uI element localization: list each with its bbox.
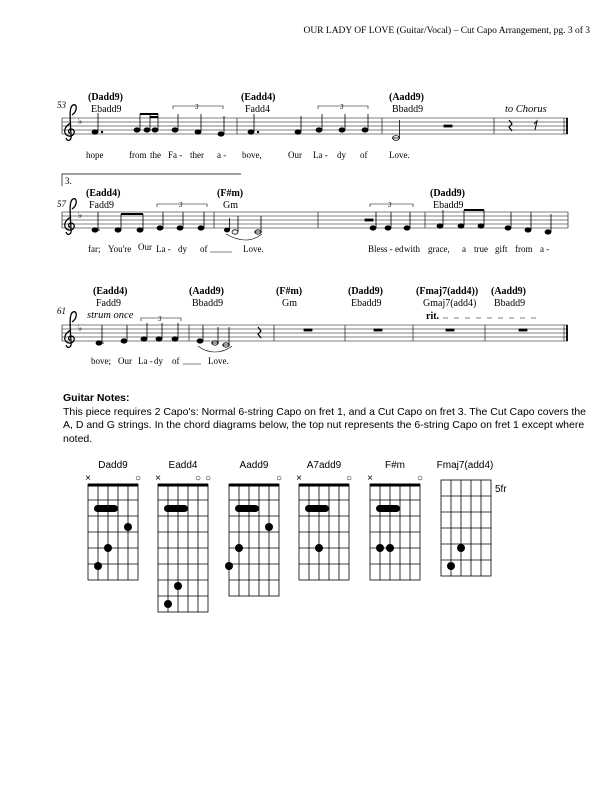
system-2 bbox=[57, 188, 568, 254]
chord-diagrams bbox=[85, 460, 507, 612]
tuplet-brackets bbox=[157, 204, 413, 207]
lyric: far; bbox=[88, 244, 101, 254]
chord-diagram-dadd9 bbox=[85, 460, 141, 580]
chord-shape-label: Bbadd9 bbox=[392, 104, 424, 115]
lyric: Love. bbox=[389, 150, 410, 160]
chord-diagram-fsharp-m bbox=[367, 460, 423, 580]
chord-capo-label: (Aadd9) bbox=[389, 92, 425, 103]
flat-key-signature: ♭ bbox=[78, 323, 83, 333]
measure-number: 57 bbox=[57, 199, 66, 209]
chord-capo-label: (Dadd9) bbox=[88, 92, 124, 103]
tuplet-number: 3 bbox=[388, 201, 392, 209]
lyric: Our bbox=[138, 242, 152, 252]
ritardando-marking: rit. bbox=[426, 311, 440, 322]
chord-capo-label: (Aadd9) bbox=[491, 286, 527, 297]
guitar-notes bbox=[63, 392, 593, 446]
notes bbox=[92, 113, 537, 140]
lyric: Fa - bbox=[168, 150, 183, 160]
tuplet-number: 3 bbox=[195, 103, 199, 111]
chord-diagram-title: Dadd9 bbox=[98, 460, 128, 471]
lyric: of bbox=[360, 150, 368, 160]
chord-diagram-eadd4 bbox=[155, 460, 211, 612]
lyric: dy bbox=[178, 244, 187, 254]
string-marker: × bbox=[85, 473, 91, 484]
treble-clef bbox=[65, 105, 77, 141]
ending-label: 3. bbox=[65, 176, 72, 186]
string-marker: ○ bbox=[204, 473, 212, 484]
tuplet-number: 3 bbox=[340, 103, 344, 111]
chord-shape-label: Ebadd9 bbox=[91, 104, 122, 115]
chord-shape-label: Fadd9 bbox=[89, 200, 114, 211]
lyric: of bbox=[200, 244, 208, 254]
system-1 bbox=[57, 92, 568, 160]
chord-capo-label: (Eadd4) bbox=[93, 286, 128, 297]
lyric: the bbox=[150, 150, 161, 160]
lyric: from bbox=[515, 244, 533, 254]
chord-shape-label: Ebadd9 bbox=[351, 298, 382, 309]
chord-shape-label: Gm bbox=[282, 298, 297, 309]
chord-diagram-title: Eadd4 bbox=[168, 460, 198, 471]
strum-once-direction: strum once bbox=[87, 310, 134, 321]
flat-key-signature: ♭ bbox=[78, 210, 83, 220]
chord-diagram-title: A7add9 bbox=[306, 460, 342, 471]
lyric: of bbox=[172, 356, 180, 366]
lyric: La - bbox=[156, 244, 171, 254]
tuplet-number: 3 bbox=[158, 315, 162, 323]
notes bbox=[92, 210, 551, 240]
string-marker: ○ bbox=[194, 473, 202, 484]
notes bbox=[96, 323, 527, 352]
chord-shape-label: Gmaj7(add4) bbox=[423, 298, 477, 309]
chord-capo-label: (Dadd9) bbox=[348, 286, 384, 297]
lyric: Bless - ed bbox=[368, 244, 404, 254]
string-marker: ○ bbox=[275, 473, 283, 484]
chord-capo-label: (Eadd4) bbox=[241, 92, 276, 103]
string-marker: ○ bbox=[134, 473, 142, 484]
lyric: You're bbox=[108, 244, 132, 254]
measure-number: 53 bbox=[57, 100, 66, 110]
staff bbox=[62, 325, 568, 341]
lyric: gift bbox=[495, 244, 508, 254]
chord-shape-label: Bbadd9 bbox=[192, 298, 224, 309]
lyric: a bbox=[462, 244, 466, 254]
lyric: La - bbox=[138, 356, 153, 366]
lyric: from bbox=[129, 150, 147, 160]
chord-shape-label: Fadd9 bbox=[96, 298, 121, 309]
lyric: a - bbox=[540, 244, 550, 254]
lyric: dy bbox=[154, 356, 163, 366]
chord-diagram-title: Aadd9 bbox=[239, 460, 269, 471]
chord-shape-label: Fadd4 bbox=[245, 104, 270, 115]
guitar-notes-title: Guitar Notes: bbox=[63, 392, 130, 404]
guitar-notes-body: This piece requires 2 Capo's: Normal 6-string Capo on fret 1, and a Cut Capo on fret 3. The Cut Capo covers the A, D and G strings. In the chord diagrams below, the top nut represents the 6-string Capo on fret 1 except where noted. bbox=[63, 405, 586, 445]
chord-capo-label: (Eadd4) bbox=[86, 188, 121, 199]
chord-diagram-title: Fmaj7(add4) bbox=[436, 460, 494, 471]
string-marker: × bbox=[367, 473, 373, 484]
to-chorus-direction: to Chorus bbox=[505, 104, 547, 115]
chord-capo-label: (F#m) bbox=[276, 286, 303, 297]
tuplet-number: 3 bbox=[179, 201, 183, 209]
chord-shape-label: Ebadd9 bbox=[433, 200, 464, 211]
lyric: Our bbox=[118, 356, 132, 366]
chord-capo-label: (Dadd9) bbox=[430, 188, 466, 199]
page-header: OUR LADY OF LOVE (Guitar/Vocal) – Cut Capo Arrangement, pg. 3 of 3 bbox=[303, 26, 590, 36]
ending-bracket bbox=[62, 174, 241, 186]
lyric: hope bbox=[86, 150, 104, 160]
lyric: La - bbox=[313, 150, 328, 160]
chord-shape-label: Bbadd9 bbox=[494, 298, 526, 309]
lyric: Our bbox=[288, 150, 302, 160]
lyric: ther bbox=[190, 150, 204, 160]
lyric: dy bbox=[337, 150, 346, 160]
chord-diagram-title: F#m bbox=[385, 460, 405, 471]
lyric: true bbox=[474, 244, 488, 254]
string-marker: ○ bbox=[345, 473, 353, 484]
chord-diagram-aadd9 bbox=[225, 460, 282, 596]
string-marker: × bbox=[296, 473, 302, 484]
system-3 bbox=[57, 286, 568, 366]
chord-capo-label: (F#m) bbox=[217, 188, 244, 199]
chord-capo-label: (Fmaj7(add4)) bbox=[416, 286, 479, 297]
lyric: a - bbox=[217, 150, 227, 160]
fret-position-label: 5fr bbox=[495, 484, 507, 495]
lyric: bove, bbox=[242, 150, 262, 160]
tuplet-brackets bbox=[173, 106, 368, 109]
lyric: with bbox=[404, 244, 421, 254]
lyric: grace, bbox=[428, 244, 450, 254]
chord-shape-label: Gm bbox=[223, 200, 238, 211]
lyric: bove; bbox=[91, 356, 111, 366]
measure-number: 61 bbox=[57, 306, 66, 316]
chord-diagram-a7add9 bbox=[296, 460, 352, 580]
flat-key-signature: ♭ bbox=[78, 116, 83, 126]
chord-capo-label: (Aadd9) bbox=[189, 286, 225, 297]
lyric: Love. bbox=[243, 244, 264, 254]
chord-diagram-fmaj7-add4 bbox=[437, 460, 508, 576]
lyric: Love. bbox=[208, 356, 229, 366]
string-marker: ○ bbox=[416, 473, 424, 484]
treble-clef bbox=[65, 312, 77, 348]
string-marker: × bbox=[155, 473, 161, 484]
treble-clef bbox=[65, 199, 77, 235]
